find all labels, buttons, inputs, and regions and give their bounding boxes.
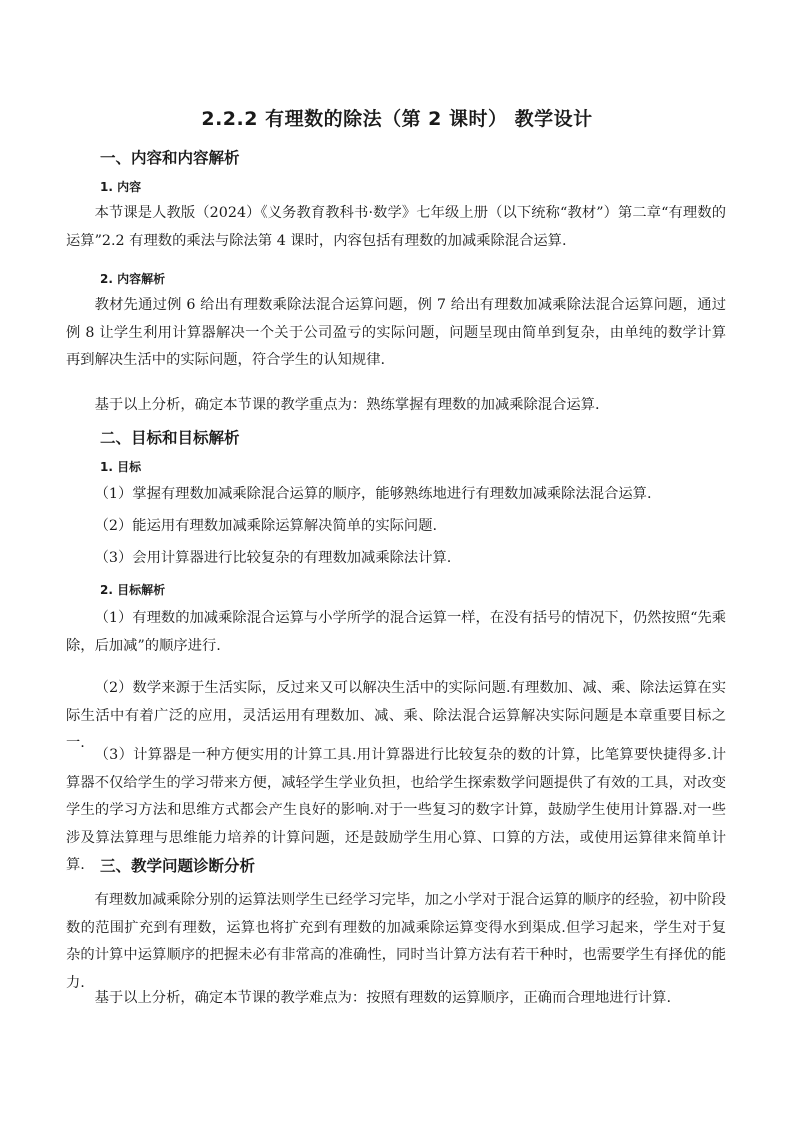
section-heading-3: 三、教学问题诊断分析	[100, 857, 256, 875]
document-title: 2.2.2 有理数的除法（第 2 课时） 教学设计	[201, 108, 593, 130]
goal-item-3: （3）会用计算器进行比较复杂的有理数加减乘除法计算.	[94, 550, 452, 566]
subsection-label-2-1: 1. 目标	[100, 460, 142, 474]
subsection-label-1-1: 1. 内容	[100, 180, 142, 194]
analysis-item-3: （3）计算器是一种方便实用的计算工具.用计算器进行比较复杂的数的计算，比笔算要快捷得多.计算器不仅给学生的学习带来方便，减轻学生学业负担，也给学生探索数学问题提供了有效的工具，对改变学生的学习方法和思维方式都会产生良好的影响.对于一些复习的数字计算，鼓励学生使用计算器.对一些涉及算法算理与思维能力培养的计算问题，还是鼓励学生用心算、口算的方法，或使用运算律来简单计算.	[66, 747, 726, 873]
section-heading-2: 二、目标和目标解析	[100, 429, 240, 447]
paragraph-3-2: 基于以上分析，确定本节课的教学难点为：按照有理数的运算顺序，正确而合理地进行计算.	[94, 990, 672, 1006]
paragraph-1-2-1: 教材先通过例 6 给出有理数乘除法混合运算问题，例 7 给出有理数加减乘除法混合运算问题，通过例 8 让学生利用计算器解决一个关于公司盈亏的实际问题，问题呈现由简单到复杂，由单纯的数学计算再到解决生活中的实际问题，符合学生的认知规律.	[66, 297, 726, 368]
goal-item-1: （1）掌握有理数加减乘除混合运算的顺序，能够熟练地进行有理数加减乘除法混合运算.	[94, 486, 652, 502]
paragraph-1-2-2: 基于以上分析，确定本节课的教学重点为：熟练掌握有理数的加减乘除混合运算.	[94, 397, 600, 413]
goal-item-2: （2）能运用有理数加减乘除运算解决简单的实际问题.	[94, 518, 438, 534]
subsection-label-1-2: 2. 内容解析	[100, 272, 166, 286]
subsection-label-2-2: 2. 目标解析	[100, 583, 166, 597]
analysis-item-1: （1）有理数的加减乘除混合运算与小学所学的混合运算一样，在没有括号的情况下，仍然按照“先乘除，后加减”的顺序进行.	[66, 610, 726, 654]
paragraph-1-1-1: 本节课是人教版（2024）《义务教育教科书·数学》七年级上册（以下统称“教材”）第二章“有理数的运算”2.2 有理数的乘法与除法第 4 课时，内容包括有理数的加减乘除混合运算.	[66, 205, 726, 249]
section-heading-1: 一、内容和内容解析	[100, 149, 240, 167]
paragraph-3-1: 有理数加减乘除分别的运算法则学生已经学习完毕，加之小学对于混合运算的顺序的经验，初中阶段数的范围扩充到有理数，运算也将扩充到有理数的加减乘除运算变得水到渠成.但学习起来，学生对于复杂的计算中运算顺序的把握未必有非常高的准确性，同时当计算方法有若干种时，也需要学生有择优的能力.	[66, 892, 726, 991]
analysis-item-2: （2）数学来源于生活实际，反过来又可以解决生活中的实际问题.有理数加、减、乘、除法运算在实际生活中有着广泛的应用，灵活运用有理数加、减、乘、除法混合运算解决实际问题是本章重要目标之一.	[66, 680, 726, 751]
